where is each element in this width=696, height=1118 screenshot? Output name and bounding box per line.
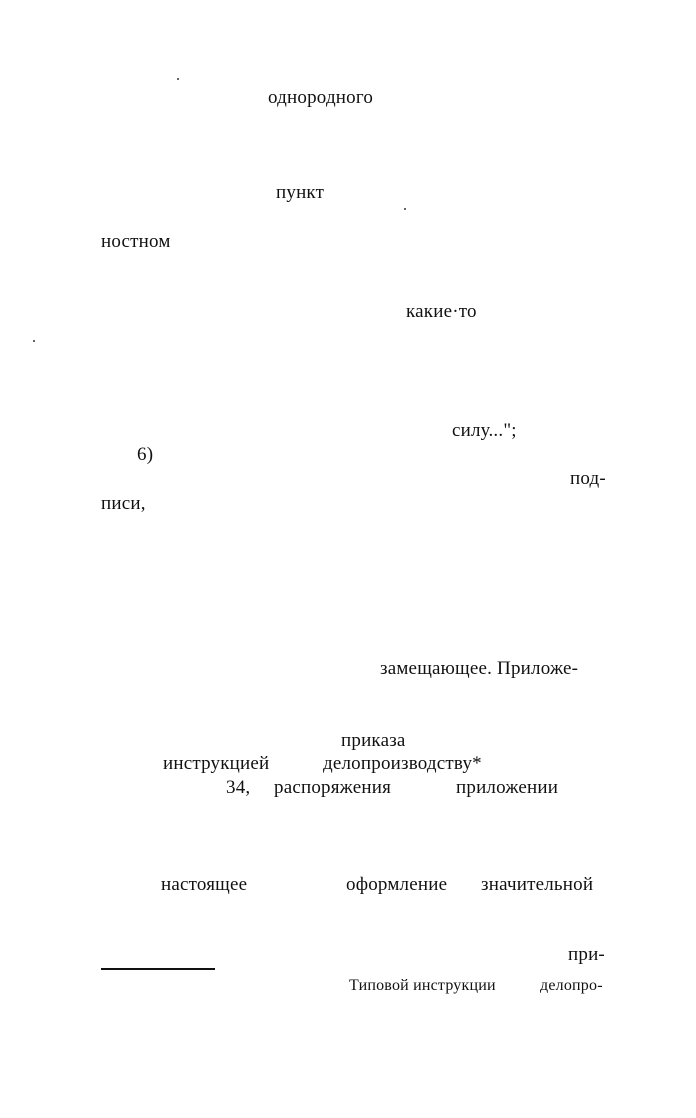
footnote-text: Типовой инструкции	[349, 977, 496, 994]
text-fragment: пункт	[276, 182, 325, 203]
text-fragment: 34,	[226, 777, 251, 798]
text-fragment: оформление	[346, 874, 448, 895]
text-fragment: значительной	[481, 874, 594, 895]
text-fragment: однородного	[268, 87, 374, 108]
text-fragment: приложении	[456, 777, 559, 798]
text-fragment: делопроизводству*	[323, 753, 482, 774]
text-fragment: при-	[568, 944, 605, 965]
text-fragment: приказа	[341, 730, 406, 751]
text-fragment: силу...";	[452, 420, 517, 441]
text-fragment: писи,	[101, 493, 146, 514]
text-fragment: замещающее. Приложе-	[380, 658, 579, 679]
scan-speck	[177, 78, 179, 80]
list-marker: 6)	[137, 444, 154, 465]
scan-speck	[33, 340, 35, 342]
scan-speck	[404, 208, 406, 210]
text-fragment: под-	[570, 468, 606, 489]
footnote-text: делопро-	[540, 977, 603, 994]
text-fragment: какие·то	[406, 301, 477, 322]
text-fragment: настоящее	[161, 874, 248, 895]
text-fragment: распоряжения	[274, 777, 392, 798]
text-fragment: ностном	[101, 231, 171, 252]
text-fragment: инструкцией	[163, 753, 270, 774]
footnote-divider	[101, 968, 215, 970]
